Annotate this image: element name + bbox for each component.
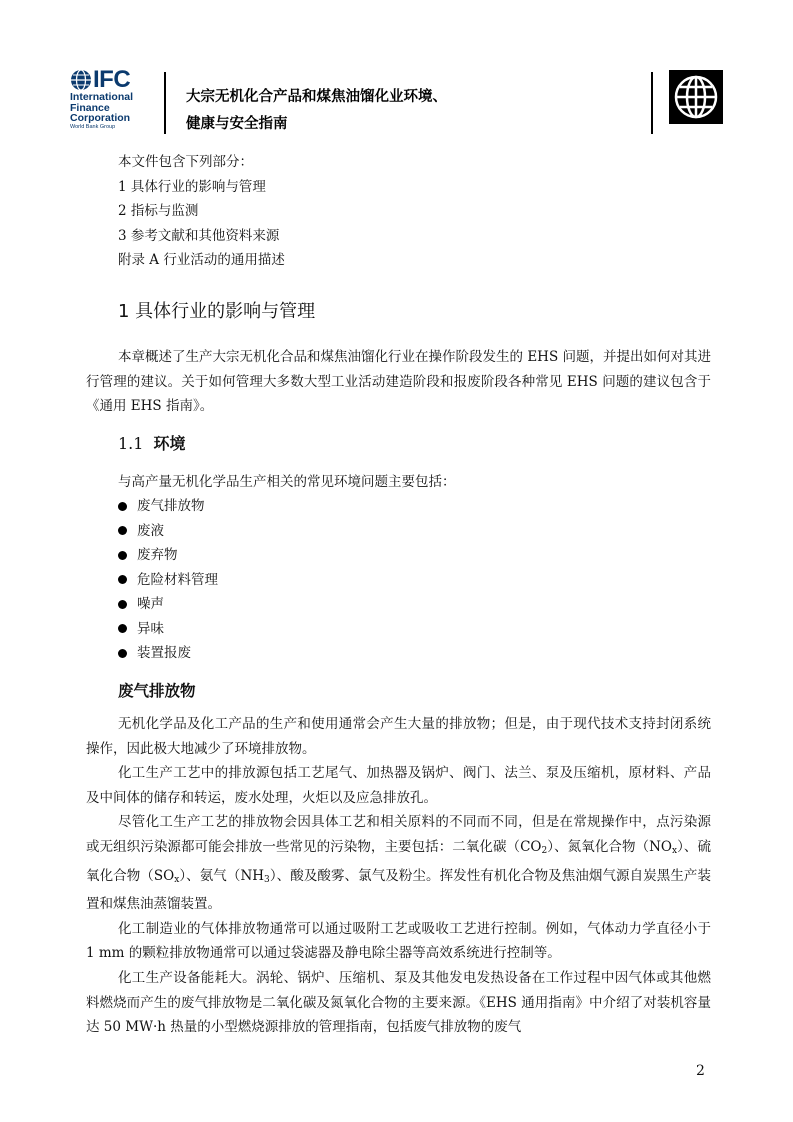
text-run: ）、硫氧化合物（SO: [86, 838, 711, 884]
list-item: [118, 592, 218, 617]
document-title-line-1: 大宗无机化合产品和煤焦油馏化业环境、: [186, 89, 447, 105]
toc-item: 1 具体行业的影响与管理: [118, 178, 266, 195]
section-1-heading: 1 具体行业的影响与管理: [118, 301, 316, 322]
document-title: [186, 84, 447, 138]
section-number: 1.1: [118, 434, 144, 453]
list-item: [118, 494, 218, 519]
toc-item: 附录 A 行业活动的通用描述: [118, 252, 285, 269]
world-bank-globe-icon: [669, 70, 723, 124]
subscript: 3: [264, 874, 270, 885]
ifc-line-3: Corporation: [70, 112, 131, 124]
section-1-1-heading: [118, 431, 185, 454]
subscript: x: [671, 845, 678, 856]
bullet-icon: [118, 600, 127, 609]
emissions-paragraph-2: 化工生产工艺中的排放源包括工艺尾气、加热器及锅炉、阀门、法兰、泵及压缩机，原材料、产品及中间体的储存和转运，废水处理，火炬以及应急排放孔。: [86, 765, 711, 806]
toc-item: 2 指标与监测: [118, 203, 199, 220]
list-item: [118, 543, 218, 568]
text-run: ）、酸及酸雾、氯气及粉尘。挥发性有机化合物及焦油烟气源自炭黑生产装置和煤焦油蒸馏装置。: [86, 867, 711, 913]
emissions-paragraph-4: 化工制造业的气体排放物通常可以通过吸附工艺或吸收工艺进行控制。例如，气体动力学直径小于 1 mm 的颗粒排放物通常可以通过袋滤器及静电除尘器等高效系统进行控制等。: [86, 920, 711, 962]
subscript: 2: [541, 845, 548, 856]
table-of-contents: [118, 150, 710, 273]
section-title: 环境: [153, 434, 186, 453]
bullet-icon: [118, 575, 127, 584]
page-header: [0, 0, 793, 140]
toc-item: 3 参考文献和其他资料来源: [118, 227, 280, 244]
bullet-icon: [118, 502, 127, 511]
list-item-label: 危险材料管理: [137, 571, 218, 588]
text-run: 尽管化工生产工艺的排放物会因具体工艺和相关原料的不同而不同，但是在常规操作中，点污染源或无组织污染源都可能会排放一些常见的污染物，主要包括：二氧化碳（CO: [86, 814, 711, 855]
header-divider-left: [164, 72, 166, 134]
ifc-line-1: International: [70, 91, 134, 103]
list-item: [118, 641, 218, 666]
subscript: x: [174, 874, 180, 885]
globe-icon: [70, 69, 92, 91]
text-run: ）、氮氧化合物（NO: [547, 838, 672, 855]
page-number: 2: [696, 1063, 705, 1079]
emissions-body: [86, 712, 711, 1040]
ifc-logo: [70, 68, 150, 130]
emissions-paragraph-5: 化工生产设备能耗大。涡轮、锅炉、压缩机、泵及其他发电发热设备在工作过程中因气体或其他燃料燃烧而产生的废气排放物是二氧化碳及氮氧化合物的主要来源。《EHS 通用指南》中介绍了对装机容量达 50 MW·h 热量的小型燃烧源排放的管理指南，包括废气排放物的废气: [86, 969, 711, 1036]
bullet-icon: [118, 624, 127, 633]
emissions-heading: 废气排放物: [118, 682, 196, 700]
section-1-1-intro: 与高产量无机化学品生产相关的常见环境问题主要包括：: [118, 474, 456, 490]
emissions-paragraph-1: 无机化学品及化工产品的生产和使用通常会产生大量的排放物；但是，由于现代技术支持封闭系统操作，因此极大地减少了环境排放物。: [86, 716, 711, 757]
ifc-group-label: World Bank Group: [70, 123, 116, 130]
environment-issue-list: [118, 494, 218, 666]
list-item-label: 异味: [137, 620, 164, 637]
ifc-mark: IFC: [93, 66, 131, 93]
bullet-icon: [118, 526, 127, 535]
document-title-line-2: 健康与安全指南: [186, 116, 288, 132]
list-item-label: 废弃物: [137, 547, 178, 563]
emissions-paragraph-3: [86, 810, 711, 916]
list-item-label: 噪声: [137, 596, 164, 612]
ifc-line-2: Finance: [70, 101, 110, 114]
list-item: [118, 617, 218, 642]
toc-intro: 本文件包含下列部分：: [118, 154, 253, 170]
list-item-label: 装置报废: [137, 645, 191, 661]
section-1-paragraph: 本章概述了生产大宗无机化合品和煤焦油馏化行业在操作阶段发生的 EHS 问题，并提出如何对其进行管理的建议。关于如何管理大多数大型工业活动建造阶段和报废阶段各种常见 EHS 问题的建议包含于《通用 EHS 指南》。: [86, 349, 711, 415]
list-item-label: 废液: [137, 522, 164, 539]
header-divider-right: [651, 72, 653, 134]
list-item-label: 废气排放物: [137, 498, 205, 514]
text-run: ）、氨气（NH: [179, 867, 265, 884]
list-item: [118, 568, 218, 593]
list-item: [118, 519, 218, 544]
bullet-icon: [118, 649, 127, 658]
world-bank-logo: [669, 70, 723, 124]
section-1-body: [86, 345, 711, 419]
bullet-icon: [118, 551, 127, 560]
